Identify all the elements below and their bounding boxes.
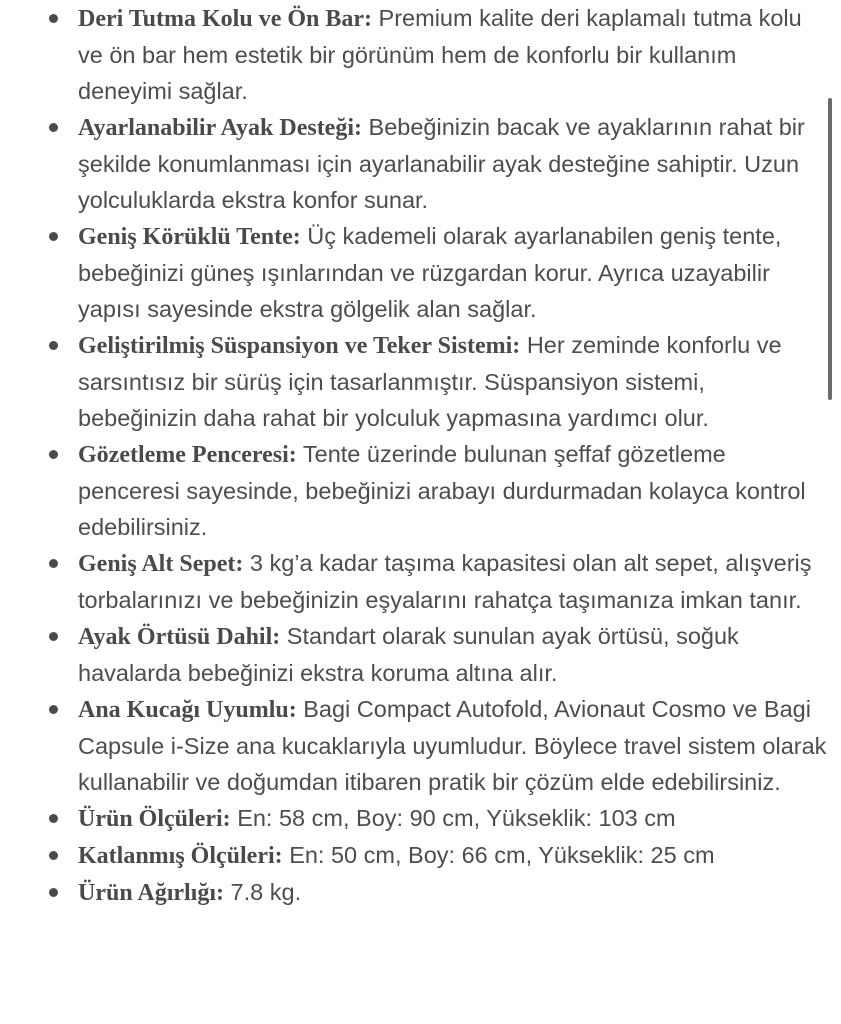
feature-title: Geniş Alt Sepet: xyxy=(78,551,244,577)
feature-title: Ayak Örtüsü Dahil: xyxy=(78,624,281,650)
feature-description: 7.8 kg. xyxy=(230,879,302,905)
list-item xyxy=(0,545,841,618)
feature-title: Geniş Körüklü Tente: xyxy=(78,224,301,250)
feature-description: Tente üzerinde bulunan şeffaf gözetleme penceresi sayesinde, bebeğinizi arabayı durdurmadan kolayca kontrol edebilirsiniz. xyxy=(78,441,806,540)
scrollbar-thumb[interactable] xyxy=(828,98,832,400)
feature-title: Katlanmış Ölçüleri: xyxy=(78,843,283,869)
feature-title: Ana Kucağı Uyumlu: xyxy=(78,697,297,723)
list-item xyxy=(0,618,841,691)
list-item xyxy=(0,691,841,800)
feature-description: En: 50 cm, Boy: 66 cm, Yükseklik: 25 cm xyxy=(289,842,715,868)
bullet-icon xyxy=(49,341,58,350)
feature-description: Bagi Compact Autofold, Avionaut Cosmo ve Bagi Capsule i-Size ana kucaklarıyla uyumludur. Böylece travel sistem olarak kullanabilir ve doğumdan itibaren pratik bir çözüm elde edebilirsiniz. xyxy=(78,696,827,795)
feature-title: Deri Tutma Kolu ve Ön Bar: xyxy=(78,6,373,32)
bullet-icon xyxy=(49,450,58,459)
bullet-icon xyxy=(49,814,58,823)
feature-description: 3 kg’a kadar taşıma kapasitesi olan alt sepet, alışveriş torbalarınızı ve bebeğinizin eşyalarını rahatça taşımanıza imkan tanır. xyxy=(78,550,812,613)
bullet-icon xyxy=(49,888,58,897)
feature-title: Ürün Ölçüleri: xyxy=(78,806,231,832)
feature-description: Her zeminde konforlu ve sarsıntısız bir sürüş için tasarlanmıştır. Süspansiyon sistemi, bebeğinizin daha rahat bir yolculuk yapmasına yardımcı olur. xyxy=(78,332,782,431)
bullet-icon xyxy=(49,705,58,714)
list-item xyxy=(0,800,841,837)
feature-description: Üç kademeli olarak ayarlanabilen geniş tente, bebeğinizi güneş ışınlarından ve rüzgardan korur. Ayrıca uzayabilir yapısı sayesinde ekstra gölgelik alan sağlar. xyxy=(78,223,782,322)
feature-title: Geliştirilmiş Süspansiyon ve Teker Sistemi: xyxy=(78,333,521,359)
feature-description: Premium kalite deri kaplamalı tutma kolu ve ön bar hem estetik bir görünüm hem de konforlu bir kullanım deneyimi sağlar. xyxy=(78,5,802,104)
feature-title: Ayarlanabilir Ayak Desteği: xyxy=(78,115,362,141)
list-item xyxy=(0,837,841,874)
feature-description: Standart olarak sunulan ayak örtüsü, soğuk havalarda bebeğinizi ekstra koruma altına alır. xyxy=(78,623,739,686)
list-item xyxy=(0,874,841,911)
bullet-icon xyxy=(49,14,58,23)
feature-title: Gözetleme Penceresi: xyxy=(78,442,297,468)
list-item xyxy=(0,0,841,109)
bullet-icon xyxy=(49,632,58,641)
list-item xyxy=(0,109,841,218)
feature-description: En: 58 cm, Boy: 90 cm, Yükseklik: 103 cm xyxy=(237,805,676,831)
bullet-icon xyxy=(49,232,58,241)
list-item xyxy=(0,218,841,327)
bullet-icon xyxy=(49,851,58,860)
list-item xyxy=(0,436,841,545)
feature-title: Ürün Ağırlığı: xyxy=(78,880,225,906)
list-item xyxy=(0,327,841,436)
bullet-icon xyxy=(49,559,58,568)
bullet-icon xyxy=(49,123,58,132)
feature-description: Bebeğinizin bacak ve ayaklarının rahat bir şekilde konumlanması için ayarlanabilir ayak desteğine sahiptir. Uzun yolculuklarda ekstra konfor sunar. xyxy=(78,114,805,213)
